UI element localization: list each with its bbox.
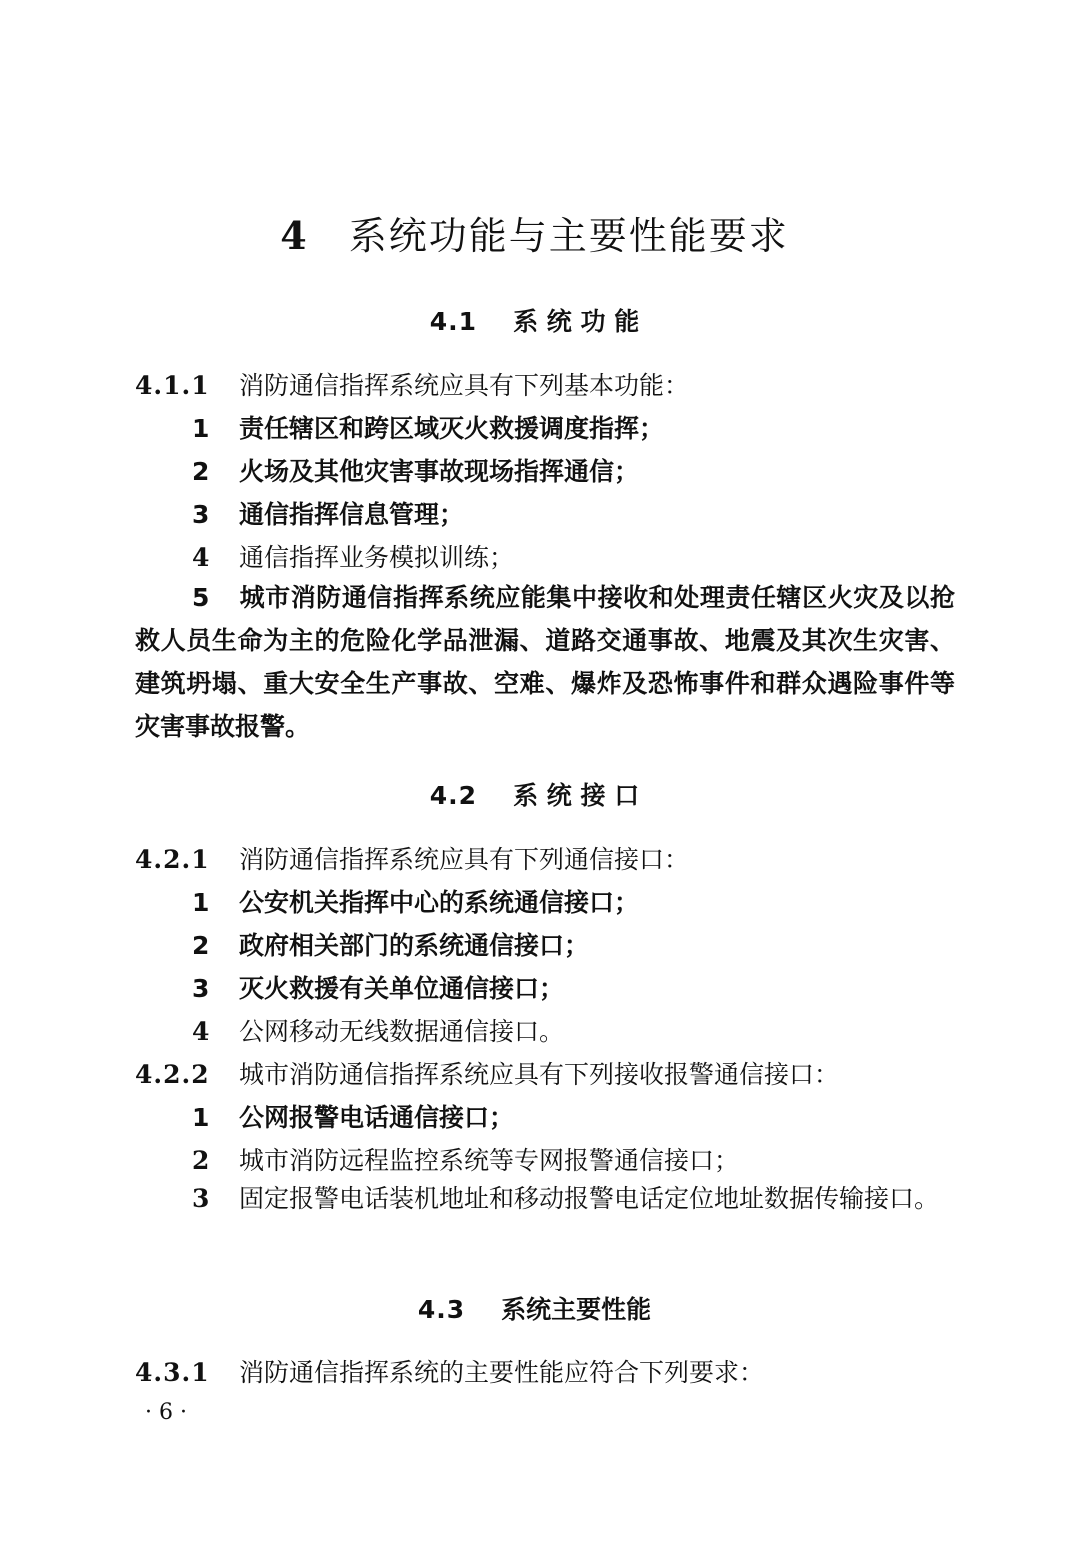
list-item [192, 926, 589, 962]
list-item [192, 409, 664, 445]
item-number: 5 [192, 583, 210, 612]
item-text: 公网报警电话通信接口； [239, 1103, 515, 1132]
clause-4-3-1 [135, 1353, 764, 1389]
item-text: 责任辖区和跨区域灭火救援调度指挥； [239, 414, 665, 443]
item-number: 2 [192, 457, 210, 486]
item-number: 1 [192, 414, 210, 443]
section-heading-4-2 [0, 776, 1069, 812]
clause-text: 消防通信指挥系统的主要性能应符合下列要求： [239, 1358, 765, 1387]
section-number: 4.2 [429, 781, 478, 810]
item-text: 灭火救援有关单位通信接口； [239, 974, 565, 1003]
section-title: 系统主要性能 [501, 1295, 652, 1324]
item-text: 城市消防远程监控系统等专网报警通信接口； [239, 1146, 740, 1175]
chapter-title: 系统功能与主要性能要求 [348, 214, 789, 258]
chapter-number: 4 [280, 213, 309, 258]
clause-number: 4.2.2 [135, 1060, 210, 1089]
chapter-heading [0, 205, 1069, 260]
clause-text: 消防通信指挥系统应具有下列通信接口： [239, 845, 690, 874]
section-number: 4.3 [417, 1295, 466, 1324]
item-number: 2 [192, 931, 210, 960]
clause-4-2-2 [135, 1055, 839, 1091]
clause-4-1-1 [135, 366, 689, 402]
item-number: 3 [192, 500, 210, 529]
list-item [192, 883, 639, 919]
list-item [192, 538, 514, 574]
list-item [192, 1141, 739, 1177]
section-heading-4-3 [0, 1290, 1069, 1326]
clause-number: 4.2.1 [135, 845, 210, 874]
item-text: 通信指挥业务模拟训练； [239, 543, 515, 572]
list-item [192, 495, 464, 531]
item-text: 火场及其他灾害事故现场指挥通信； [239, 457, 640, 486]
item-number: 4 [192, 1017, 210, 1046]
item-text: 政府相关部门的系统通信接口； [239, 931, 590, 960]
item-number: 1 [192, 888, 210, 917]
item-number: 2 [192, 1146, 210, 1175]
item-number: 3 [192, 974, 210, 1003]
item-number: 4 [192, 543, 210, 572]
item-number: 3 [192, 1184, 210, 1213]
list-item [192, 1012, 564, 1048]
item-text: 公网移动无线数据通信接口。 [239, 1017, 565, 1046]
list-item [192, 1098, 514, 1134]
section-heading-4-1 [0, 302, 1069, 338]
item-text: 城市消防通信指挥系统应能集中接收和处理责任辖区火灾及以抢救人员生命为主的危险化学品泄漏、道路交通事故、地震及其次生灾害、建筑坍塌、重大安全生产事故、空难、爆炸及恐怖事件和群众遇险事件等灾害事故报警。 [135, 583, 955, 741]
list-item [192, 452, 639, 488]
item-text: 公安机关指挥中心的系统通信接口； [239, 888, 640, 917]
clause-text: 城市消防通信指挥系统应具有下列接收报警通信接口： [239, 1060, 840, 1089]
item-text: 固定报警电话装机地址和移动报警电话定位地址数据传输接口。 [239, 1184, 940, 1213]
item-text: 通信指挥信息管理； [239, 500, 465, 529]
list-item-paragraph [135, 576, 955, 748]
list-item-paragraph [135, 1177, 955, 1220]
section-number: 4.1 [429, 307, 478, 336]
clause-text: 消防通信指挥系统应具有下列基本功能： [239, 371, 690, 400]
list-item [192, 969, 564, 1005]
item-number: 1 [192, 1103, 210, 1132]
clause-number: 4.3.1 [135, 1358, 210, 1387]
clause-number: 4.1.1 [135, 371, 210, 400]
section-title: 系 统 功 能 [513, 307, 640, 336]
section-title: 系 统 接 口 [513, 781, 640, 810]
page-number: · 6 · [145, 1400, 187, 1425]
clause-4-2-1 [135, 840, 689, 876]
